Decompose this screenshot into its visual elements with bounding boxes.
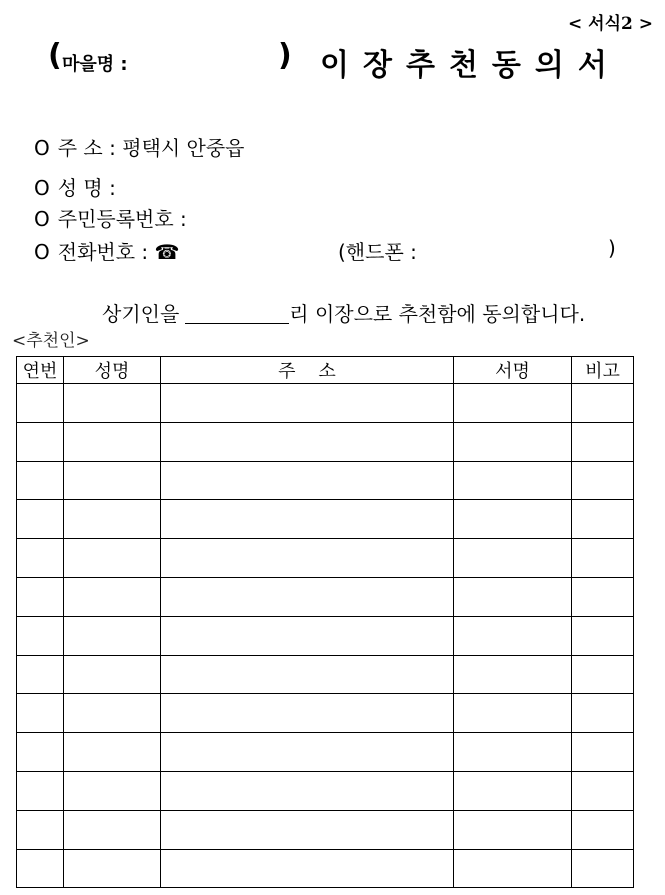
form-code: < 서식2 >: [568, 14, 653, 34]
signature-cell[interactable]: [454, 384, 572, 423]
phone-label: 전화번호 : ☎: [57, 240, 180, 264]
seq-cell[interactable]: [17, 771, 64, 810]
consent-text-before: 상기인을: [102, 302, 180, 326]
seq-cell[interactable]: [17, 577, 64, 616]
signature-cell[interactable]: [454, 461, 572, 500]
name-cell[interactable]: [64, 810, 161, 849]
address-cell[interactable]: [161, 384, 454, 423]
phone-field: [34, 236, 179, 265]
remarks-cell[interactable]: [572, 849, 634, 888]
header-address: 주 소: [161, 357, 454, 384]
name-cell[interactable]: [64, 616, 161, 655]
remarks-cell[interactable]: [572, 500, 634, 539]
table-row: [17, 500, 634, 539]
mobile-close-paren: ): [608, 236, 616, 260]
seq-cell[interactable]: [17, 849, 64, 888]
name-label: 성 명 :: [57, 176, 116, 200]
seq-cell[interactable]: [17, 500, 64, 539]
remarks-cell[interactable]: [572, 577, 634, 616]
signature-cell[interactable]: [454, 655, 572, 694]
address-cell[interactable]: [161, 655, 454, 694]
remarks-cell[interactable]: [572, 422, 634, 461]
address-cell[interactable]: [161, 539, 454, 578]
name-cell[interactable]: [64, 655, 161, 694]
seq-cell[interactable]: [17, 733, 64, 772]
address-cell[interactable]: [161, 810, 454, 849]
remarks-cell[interactable]: [572, 771, 634, 810]
table-row: [17, 655, 634, 694]
signature-cell[interactable]: [454, 810, 572, 849]
header-seq: 연번: [17, 357, 64, 384]
village-name-blank[interactable]: [185, 303, 289, 324]
remarks-cell[interactable]: [572, 694, 634, 733]
table-row: [17, 422, 634, 461]
address-cell[interactable]: [161, 616, 454, 655]
address-cell[interactable]: [161, 577, 454, 616]
title-open-paren: (: [48, 38, 62, 73]
name-cell[interactable]: [64, 500, 161, 539]
signature-cell[interactable]: [454, 733, 572, 772]
name-cell[interactable]: [64, 694, 161, 733]
circle-bullet-icon: O: [34, 136, 50, 160]
seq-cell[interactable]: [17, 539, 64, 578]
resident-number-label: 주민등록번호 :: [57, 207, 187, 231]
address-label: 주 소 : 평택시 안중읍: [57, 136, 245, 160]
table-row: [17, 461, 634, 500]
circle-bullet-icon: O: [34, 207, 50, 231]
remarks-cell[interactable]: [572, 461, 634, 500]
signature-cell[interactable]: [454, 771, 572, 810]
mobile-label: (핸드폰 :: [338, 240, 417, 264]
village-name-label: 마을명 :: [62, 54, 128, 75]
table-row: [17, 577, 634, 616]
name-cell[interactable]: [64, 849, 161, 888]
address-cell[interactable]: [161, 422, 454, 461]
title-close-paren: ): [278, 38, 292, 73]
circle-bullet-icon: O: [34, 176, 50, 200]
seq-cell[interactable]: [17, 384, 64, 423]
table-row: [17, 694, 634, 733]
seq-cell[interactable]: [17, 655, 64, 694]
header-signature: 서명: [454, 357, 572, 384]
table-header-row: [17, 357, 634, 384]
header-remarks: 비고: [572, 357, 634, 384]
seq-cell[interactable]: [17, 422, 64, 461]
table-row: [17, 616, 634, 655]
signature-cell[interactable]: [454, 539, 572, 578]
signature-cell[interactable]: [454, 577, 572, 616]
remarks-cell[interactable]: [572, 384, 634, 423]
name-cell[interactable]: [64, 733, 161, 772]
remarks-cell[interactable]: [572, 655, 634, 694]
name-cell[interactable]: [64, 771, 161, 810]
name-cell[interactable]: [64, 539, 161, 578]
name-cell[interactable]: [64, 577, 161, 616]
table-row: [17, 849, 634, 888]
table-row: [17, 384, 634, 423]
address-cell[interactable]: [161, 461, 454, 500]
address-cell[interactable]: [161, 771, 454, 810]
signature-cell[interactable]: [454, 849, 572, 888]
signature-cell[interactable]: [454, 422, 572, 461]
recommender-table: [16, 356, 634, 888]
consent-statement: [102, 298, 585, 327]
address-field: [34, 132, 244, 161]
seq-cell[interactable]: [17, 461, 64, 500]
address-cell[interactable]: [161, 849, 454, 888]
name-cell[interactable]: [64, 422, 161, 461]
signature-cell[interactable]: [454, 500, 572, 539]
document-title: [48, 38, 638, 83]
remarks-cell[interactable]: [572, 539, 634, 578]
name-cell[interactable]: [64, 384, 161, 423]
address-cell[interactable]: [161, 500, 454, 539]
table-row: [17, 810, 634, 849]
signature-cell[interactable]: [454, 694, 572, 733]
seq-cell[interactable]: [17, 616, 64, 655]
remarks-cell[interactable]: [572, 810, 634, 849]
address-cell[interactable]: [161, 694, 454, 733]
circle-bullet-icon: O: [34, 240, 50, 264]
remarks-cell[interactable]: [572, 733, 634, 772]
table-row: [17, 733, 634, 772]
seq-cell[interactable]: [17, 810, 64, 849]
name-field: [34, 172, 116, 201]
remarks-cell[interactable]: [572, 616, 634, 655]
address-cell[interactable]: [161, 733, 454, 772]
table-row: [17, 539, 634, 578]
seq-cell[interactable]: [17, 694, 64, 733]
name-cell[interactable]: [64, 461, 161, 500]
table-row: [17, 771, 634, 810]
page-title: 이장추천동의서: [320, 48, 621, 83]
resident-number-field: [34, 203, 187, 232]
consent-text-after: 리 이장으로 추천함에 동의합니다.: [289, 302, 586, 326]
signature-cell[interactable]: [454, 616, 572, 655]
recommender-label: <추천인>: [12, 331, 90, 351]
header-name: 성명: [64, 357, 161, 384]
